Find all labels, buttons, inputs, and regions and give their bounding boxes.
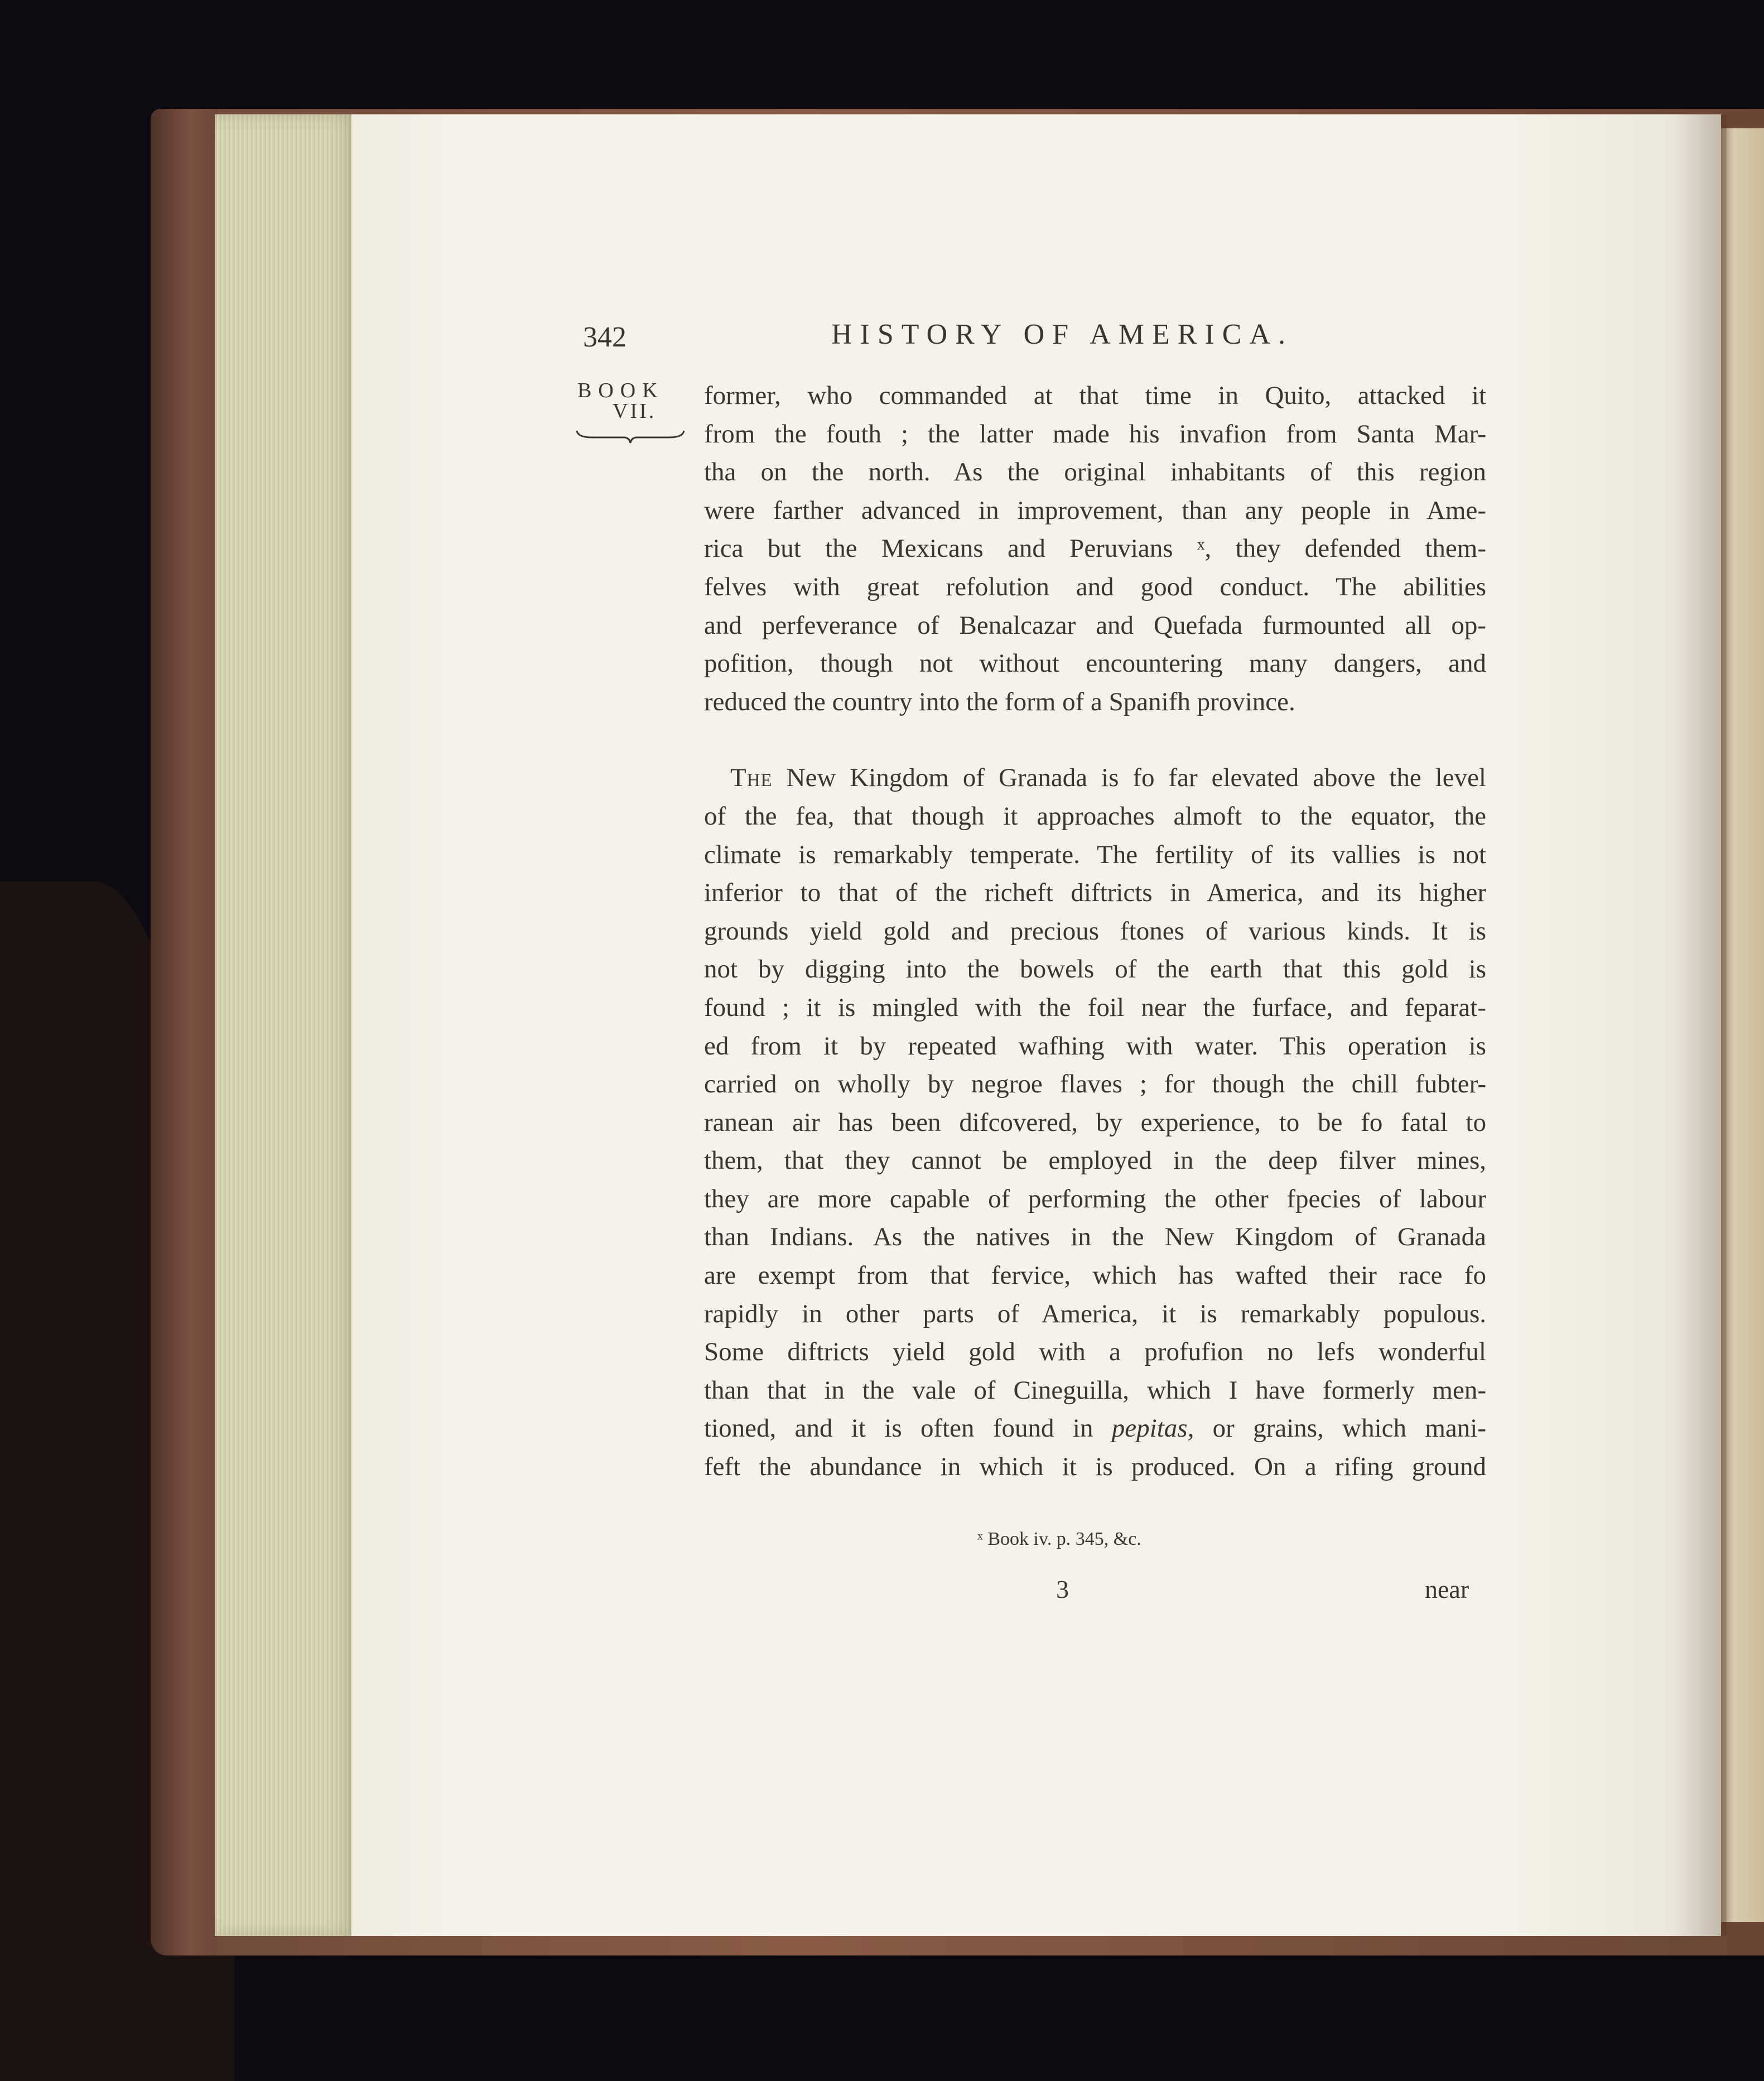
text-line: are exempt from that fervice, which has wafted their race fo xyxy=(704,1261,1486,1290)
text-line: inferior to that of the richeft diftricts in America, and its higher xyxy=(704,878,1486,908)
text-line xyxy=(704,759,1486,797)
text-line: ranean air has been difcovered, by experience, to be fo fatal to xyxy=(704,1107,1486,1137)
signature-mark: 3 xyxy=(1056,1575,1069,1603)
text-line: felves with great refolution and good conduct. The abilities xyxy=(704,572,1486,601)
page-edges xyxy=(215,114,357,1936)
book-number: VII. xyxy=(613,399,657,423)
opening-word: The xyxy=(730,763,773,793)
text-line xyxy=(704,1409,1486,1448)
text-line: found ; it is mingled with the foil near the furface, and feparat- xyxy=(704,993,1486,1022)
text-line: Some diftricts yield gold with a profufion no lefs wonderful xyxy=(704,1337,1486,1367)
footnote: ˣ Book iv. p. 345, &c. xyxy=(977,1529,1141,1549)
italic-term: pepitas, xyxy=(1111,1414,1194,1443)
line-start: tioned, and it is often found in xyxy=(704,1414,1112,1443)
text-line: were farther advanced in improvement, than any people in Ame- xyxy=(704,495,1486,525)
text-line: ed from it by repeated wafhing with water. This operation is xyxy=(704,1031,1486,1061)
page-number: 342 xyxy=(583,321,626,353)
facing-page-edge xyxy=(1721,128,1764,1922)
brace-ornament xyxy=(575,428,686,445)
text-line: and perfeverance of Benalcazar and Quefada furmounted all op- xyxy=(704,610,1486,640)
catchword: near xyxy=(1425,1575,1469,1603)
text-line: not by digging into the bowels of the earth that this gold is xyxy=(704,955,1486,984)
first-line-text: New Kingdom of Granada is fo far elevated above the level xyxy=(772,763,1486,793)
text-line: them, that they cannot be employed in the deep filver mines, xyxy=(704,1146,1486,1176)
text-line: than that in the vale of Cineguilla, which I have formerly men- xyxy=(704,1375,1486,1405)
paragraph-1 xyxy=(704,377,1486,721)
paragraph-gap xyxy=(704,721,1486,759)
paragraph-2 xyxy=(704,759,1486,1486)
text-line: from the fouth ; the latter made his invafion from Santa Mar- xyxy=(704,419,1486,449)
text-line: pofition, though not without encountering many dangers, and xyxy=(704,649,1486,678)
line-end: or grains, which mani- xyxy=(1194,1414,1486,1443)
text-line: carried on wholly by negroe flaves ; for though the chill fubter- xyxy=(704,1070,1486,1099)
body-text xyxy=(704,377,1486,1486)
text-line: they are more capable of performing the other fpecies of labour xyxy=(704,1184,1486,1213)
book-spine xyxy=(151,109,218,1955)
text-line: climate is remarkably temperate. The fertility of its vallies is not xyxy=(704,840,1486,869)
text-line: of the fea, that though it approaches almoft to the equator, the xyxy=(704,801,1486,831)
running-head: HISTORY OF AMERICA. xyxy=(831,319,1293,350)
gutter-shadow xyxy=(1674,114,1727,1936)
text-line: former, who commanded at that time in Quito, attacked it xyxy=(704,381,1486,410)
text-line: rapidly in other parts of America, it is remarkably populous. xyxy=(704,1299,1486,1328)
text-line: feft the abundance in which it is produced. On a rifing ground xyxy=(704,1452,1486,1482)
text-line: rica but the Mexicans and Peruvians ˣ, they defended them- xyxy=(704,534,1486,563)
text-line: reduced the country into the form of a Spanifh province. xyxy=(704,687,1295,716)
text-line: tha on the north. As the original inhabitants of this region xyxy=(704,457,1486,487)
book-label: BOOK xyxy=(577,379,664,402)
text-line: than Indians. As the natives in the New Kingdom of Granada xyxy=(704,1222,1486,1252)
text-line: grounds yield gold and precious ftones of various kinds. It is xyxy=(704,916,1486,946)
